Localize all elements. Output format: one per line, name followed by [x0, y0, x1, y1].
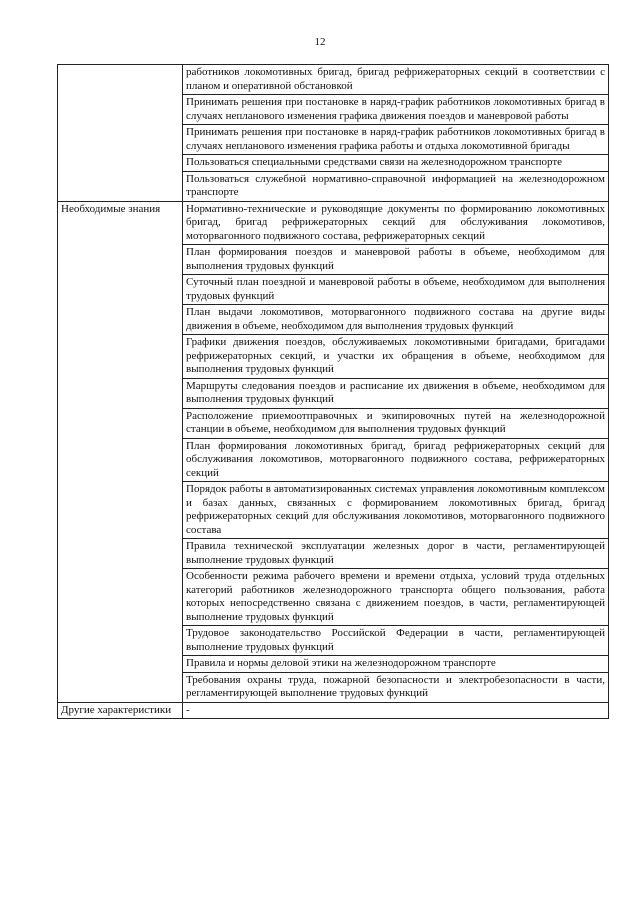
table-row — [58, 702, 609, 719]
requirement-item: Пользоваться служебной нормативно-справочной информацией на железнодорожном транспорте — [183, 171, 609, 201]
section-label — [58, 65, 183, 202]
section-label: Необходимые знания — [58, 201, 183, 702]
requirement-item: Порядок работы в автоматизированных системах управления локомотивным комплексом и базах данных, связанных с формированием локомотивных бригад, бригад рефрижераторных секций для обслуживания локомотивов, моторвагонного подвижного состава — [183, 482, 609, 539]
page-number: 12 — [314, 36, 326, 48]
section-label: Другие характеристики — [58, 702, 183, 719]
requirement-item: Маршруты следования поездов и расписание их движения в объеме, необходимом для выполнения трудовых функций — [183, 378, 609, 408]
requirement-item: работников локомотивных бригад, бригад рефрижераторных секций в соответствии с планом и оперативной обстановкой — [183, 65, 609, 95]
requirement-item: Принимать решения при постановке в наряд-график работников локомотивных бригад в случаях непланового изменения графика движения поездов и маневровой работы — [183, 95, 609, 125]
requirement-item: План выдачи локомотивов, моторвагонного подвижного состава на другие виды движения в объеме, необходимом для выполнения трудовых функций — [183, 305, 609, 335]
requirements-table — [57, 64, 609, 719]
requirement-item: Пользоваться специальными средствами связи на железнодорожном транспорте — [183, 155, 609, 172]
table-row — [58, 65, 609, 95]
requirement-item: Правила и нормы деловой этики на железнодорожном транспорте — [183, 656, 609, 673]
requirement-item: Нормативно-технические и руководящие документы по формированию локомотивных бригад, бригад рефрижераторных секций для обслуживания локомотивов, моторвагонного подвижного состава, рефрижераторных секций — [183, 201, 609, 245]
table-row — [58, 201, 609, 245]
requirement-item: Расположение приемоотправочных и экипировочных путей на железнодорожной станции в объеме, необходимом для выполнения трудовых функций — [183, 408, 609, 438]
requirement-item: Особенности режима рабочего времени и времени отдыха, условий труда отдельных категорий работников железнодорожного транспорта общего пользования, работа которых непосредственно связана с движением поездов, в части, регламентирующей выполнение трудовых функций — [183, 569, 609, 626]
requirement-item: Принимать решения при постановке в наряд-график работников локомотивных бригад в случаях непланового изменения графика работы и отдыха локомотивной бригады — [183, 125, 609, 155]
requirement-item: Суточный план поездной и маневровой работы в объеме, необходимом для выполнения трудовых функций — [183, 275, 609, 305]
requirement-item: План формирования поездов и маневровой работы в объеме, необходимом для выполнения трудовых функций — [183, 245, 609, 275]
requirement-item: Правила технической эксплуатации железных дорог в части, регламентирующей выполнение трудовых функций — [183, 539, 609, 569]
requirement-item: Требования охраны труда, пожарной безопасности и электробезопасности в части, регламентирующей выполнение трудовых функций — [183, 672, 609, 702]
requirement-item: Трудовое законодательство Российской Федерации в части, регламентирующей выполнение трудовых функций — [183, 626, 609, 656]
requirement-item: План формирования локомотивных бригад, бригад рефрижераторных секций для обслуживания локомотивов, моторвагонного подвижного состава, рефрижераторных секций — [183, 438, 609, 482]
requirement-item: Графики движения поездов, обслуживаемых локомотивными бригадами, бригадами рефрижераторных секций, и участки их обращения в объеме, необходимом для выполнения трудовых функций — [183, 335, 609, 379]
requirement-item: - — [183, 702, 609, 719]
